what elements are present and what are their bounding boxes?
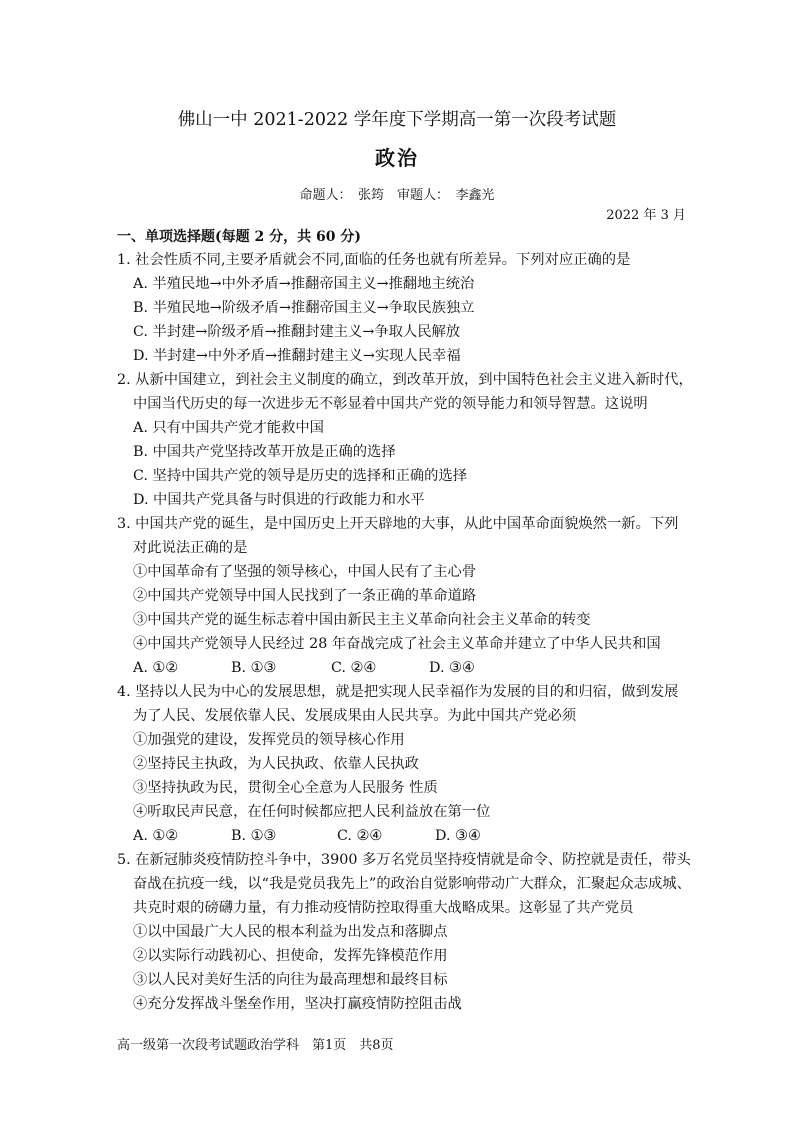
- question-2-option-c: C. 坚持中国共产党的领导是历史的选择和正确的选择: [133, 468, 468, 484]
- question-2-stem: 2. 从新中国建立，到社会主义制度的确立，到改革开放，到中国特色社会主义进入新时代，: [117, 372, 693, 388]
- question-5-item-1: ①以中国最广大人民的根本利益为出发点和落脚点: [133, 924, 448, 940]
- exam-date: 2022 年 3 月: [606, 208, 686, 223]
- question-4-item-3: ③坚持执政为民，贯彻全心全意为人民服务 性质: [133, 780, 438, 796]
- question-2-option-b: B. 中国共产党坚持改革开放是正确的选择: [133, 444, 396, 460]
- question-4-choice-d: D. ③④: [435, 828, 481, 844]
- question-1-option-d: D. 半封建→中外矛盾→推翻封建主义→实现人民幸福: [133, 348, 461, 364]
- question-4-item-4: ④听取民声民意，在任何时候都应把人民利益放在第一位: [133, 804, 491, 820]
- page-footer: 高一级第一次段考试题政治学科 第1页 共8页: [117, 1038, 394, 1053]
- question-4-choice-a: A. ①②: [133, 828, 179, 844]
- question-5-stem: 5. 在新冠肺炎疫情防控斗争中，3900 多万名党员坚持疫情就是命令、防控就是责任，带头: [117, 852, 691, 868]
- question-5-item-4: ④充分发挥战斗堡垒作用，坚决打赢疫情防控阻击战: [133, 996, 462, 1012]
- question-4-stem: 4. 坚持以人民为中心的发展思想，就是把实现人民幸福作为发展的目的和归宿，做到发展: [117, 684, 679, 700]
- question-3-stem-cont: 对此说法正确的是: [133, 540, 248, 556]
- question-3-stem: 3. 中国共产党的诞生，是中国历史上开天辟地的大事，从此中国革命面貌焕然一新。下列: [117, 516, 679, 532]
- question-3-item-3: ③中国共产党的诞生标志着中国由新民主主义革命向社会主义革命的转变: [133, 612, 591, 628]
- exam-title: 佛山一中 2021-2022 学年度下学期高一第一次段考试题: [177, 110, 617, 130]
- question-1-stem: 1. 社会性质不同,主要矛盾就会不同,面临的任务也就有所差异。下列对应正确的是: [117, 252, 631, 268]
- question-3-item-4: ④中国共产党领导人民经过 28 年奋战完成了社会主义革命并建立了中华人民共和国: [133, 636, 661, 652]
- section-title: 一、单项选择题(每题 2 分，共 60 分): [117, 229, 361, 245]
- question-2-stem-cont: 中国当代历史的每一次进步无不彰显着中国共产党的领导能力和领导智慧。这说明: [133, 396, 648, 412]
- question-3-choice-a: A. ①②: [133, 660, 179, 676]
- question-4-item-1: ①加强党的建设，发挥党员的领导核心作用: [133, 732, 405, 748]
- question-4-choice-b: B. ①③: [231, 828, 277, 844]
- question-4-item-2: ②坚持民主执政，为人民执政、依靠人民执政: [133, 756, 419, 772]
- question-5-item-2: ②以实际行动践初心、担使命，发挥先锋模范作用: [133, 948, 448, 964]
- question-4-stem-cont: 为了人民、发展依靠人民、发展成果由人民共享。为此中国共产党必须: [133, 708, 577, 724]
- question-5-stem-cont-2: 共克时艰的磅礴力量，有力推动疫情防控取得重大战略成果。这彰显了共产党员: [133, 900, 634, 916]
- subject-title: 政治: [375, 146, 419, 170]
- question-1-option-a: A. 半殖民地→中外矛盾→推翻帝国主义→推翻地主统治: [133, 276, 475, 292]
- question-3-choice-b: B. ①③: [231, 660, 277, 676]
- authors-line: 命题人： 张筠 审题人： 李鑫光: [299, 188, 495, 203]
- question-3-item-2: ②中国共产党领导中国人民找到了一条正确的革命道路: [133, 588, 477, 604]
- question-1-option-b: B. 半殖民地→阶级矛盾→推翻帝国主义→争取民族独立: [133, 300, 475, 316]
- question-4-choice-c: C. ②④: [337, 828, 383, 844]
- question-5-stem-cont-1: 奋战在抗疫一线，以“我是党员我先上”的政治自觉影响带动广大群众，汇聚起众志成城、: [133, 876, 691, 892]
- question-5-item-3: ③以人民对美好生活的向往为最高理想和最终目标: [133, 972, 448, 988]
- question-3-item-1: ①中国革命有了坚强的领导核心，中国人民有了主心骨: [133, 564, 477, 580]
- question-2-option-d: D. 中国共产党具备与时俱进的行政能力和水平: [133, 492, 425, 508]
- question-1-option-c: C. 半封建→阶级矛盾→推翻封建主义→争取人民解放: [133, 324, 461, 340]
- question-3-choice-d: D. ③④: [429, 660, 475, 676]
- question-3-choice-c: C. ②④: [331, 660, 377, 676]
- question-2-option-a: A. 只有中国共产党才能救中国: [133, 420, 324, 436]
